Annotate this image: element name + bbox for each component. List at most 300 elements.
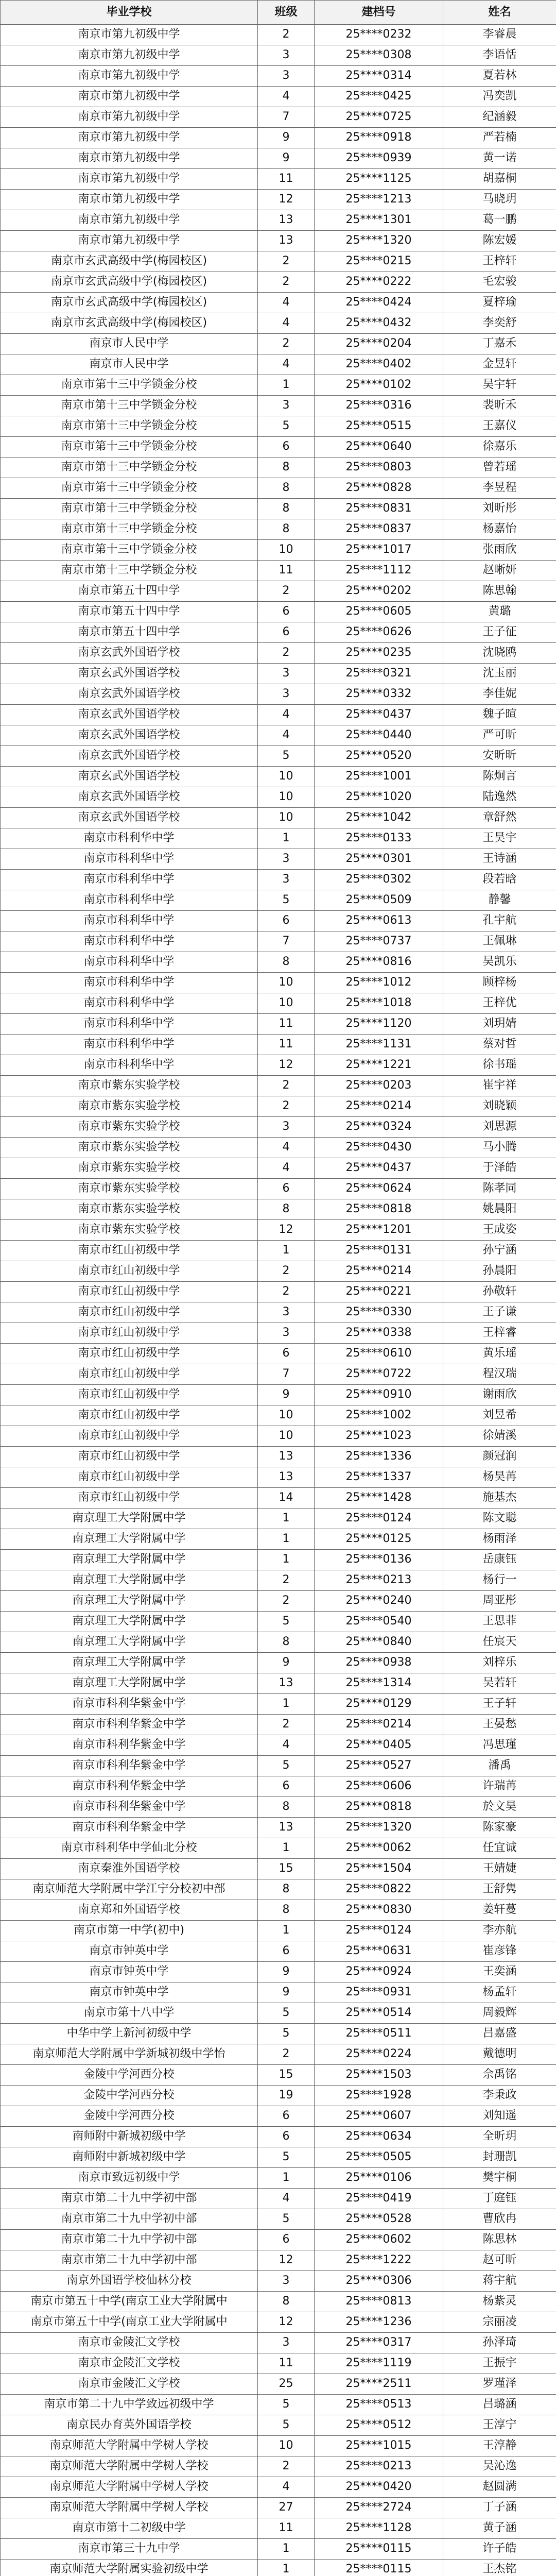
cell-class: 7 [258,1364,315,1385]
cell-name: 许子皓 [443,2539,556,2560]
cell-school: 南京市第十三中学锁金分校 [1,437,258,457]
cell-school: 南京市红山初级中学 [1,1282,258,1302]
cell-class: 2 [258,1096,315,1117]
cell-name: 於文昊 [443,1797,556,1818]
cell-class: 9 [258,128,315,148]
cell-class: 4 [258,2477,315,2498]
cell-name: 李奕舒 [443,313,556,334]
cell-exam-id: 25****1222 [315,2250,443,2271]
cell-name: 杨嘉怡 [443,519,556,540]
cell-name: 赵晰妍 [443,561,556,581]
cell-exam-id: 25****0938 [315,1653,443,1673]
cell-exam-id: 25****0840 [315,1632,443,1653]
cell-exam-id: 25****0512 [315,2415,443,2436]
table-row [1,457,556,478]
cell-exam-id: 25****0626 [315,622,443,643]
cell-name: 黄乐瑶 [443,1344,556,1364]
cell-name: 毛宏骏 [443,272,556,293]
cell-name: 戴德明 [443,2044,556,2065]
cell-exam-id: 25****0306 [315,2271,443,2292]
cell-exam-id: 25****0527 [315,1756,443,1776]
cell-class: 9 [258,1653,315,1673]
table-row [1,1570,556,1591]
cell-exam-id: 25****0818 [315,1199,443,1220]
cell-class: 12 [258,2312,315,2333]
cell-class: 2 [258,581,315,602]
cell-name: 蔡对哲 [443,1035,556,1055]
cell-exam-id: 25****0511 [315,2024,443,2044]
table-row [1,828,556,849]
table-row [1,519,556,540]
cell-school: 南京市第二十九中学初中部 [1,2209,258,2230]
cell-name: 金昱轩 [443,354,556,375]
table-row [1,1653,556,1673]
table-row [1,2436,556,2456]
cell-name: 陈家豪 [443,1818,556,1838]
cell-school: 南京市第十三中学锁金分校 [1,519,258,540]
cell-name: 樊宇桐 [443,2168,556,2189]
cell-class: 11 [258,1014,315,1035]
cell-school: 南京市第十八中学 [1,2003,258,2024]
cell-class: 13 [258,1673,315,1694]
cell-class: 10 [258,993,315,1014]
cell-school: 南京市科利华中学 [1,911,258,931]
cell-class: 8 [258,1900,315,1921]
cell-school: 南京市第九初级中学 [1,45,258,66]
cell-school: 南京市玄武高级中学(梅园校区) [1,313,258,334]
cell-school: 南京市科利华中学 [1,952,258,973]
cell-name: 马晓玥 [443,190,556,210]
cell-class: 8 [258,478,315,499]
cell-class: 2 [258,1715,315,1735]
cell-exam-id: 25****1017 [315,540,443,561]
table-row [1,1241,556,1261]
cell-name: 王诗涵 [443,849,556,870]
cell-class: 1 [258,828,315,849]
cell-exam-id: 25****0634 [315,2127,443,2147]
cell-school: 南京市紫东实验学校 [1,1199,258,1220]
cell-class: 3 [258,2333,315,2353]
cell-name: 谢雨欣 [443,1385,556,1405]
cell-school: 南京市致远初级中学 [1,2168,258,2189]
cell-class: 3 [258,1323,315,1344]
cell-class: 2 [258,2044,315,2065]
cell-class: 3 [258,849,315,870]
cell-class: 3 [258,396,315,416]
cell-name: 王振宇 [443,2353,556,2374]
cell-class: 4 [258,87,315,107]
cell-class: 8 [258,519,315,540]
table-row [1,1076,556,1096]
cell-exam-id: 25****1012 [315,973,443,993]
table-row [1,148,556,169]
cell-exam-id: 25****0430 [315,1138,443,1158]
cell-exam-id: 25****0302 [315,870,443,890]
cell-name: 李睿晨 [443,25,556,45]
table-row [1,1962,556,1982]
cell-school: 南京市人民中学 [1,334,258,354]
cell-class: 6 [258,2230,315,2250]
cell-exam-id: 25****0136 [315,1550,443,1570]
table-row [1,1323,556,1344]
cell-name: 孙晨阳 [443,1261,556,1282]
cell-school: 南京市科利华中学 [1,993,258,1014]
cell-class: 15 [258,1859,315,1879]
cell-class: 6 [258,2106,315,2127]
cell-school: 南京市科利华中学 [1,1055,258,1076]
cell-name: 刘玥婧 [443,1014,556,1035]
header-row [1,1,556,25]
cell-school: 南京市第十三中学锁金分校 [1,375,258,396]
cell-school: 南京市第十三中学锁金分校 [1,540,258,561]
cell-name: 胡嘉桐 [443,169,556,190]
table-row [1,540,556,561]
cell-name: 杨孟轩 [443,1982,556,2003]
table-row [1,787,556,808]
cell-name: 黄一诺 [443,148,556,169]
cell-school: 南京师范大学附属中学树人学校 [1,2498,258,2518]
cell-class: 5 [258,2415,315,2436]
cell-class: 2 [258,643,315,664]
cell-class: 13 [258,231,315,251]
cell-school: 南京市科利华紫金中学 [1,1694,258,1715]
cell-class: 6 [258,602,315,622]
cell-class: 4 [258,705,315,725]
table-row [1,499,556,519]
cell-exam-id: 25****0837 [315,519,443,540]
table-row [1,2539,556,2560]
cell-school: 南京市第十三中学锁金分校 [1,561,258,581]
cell-class: 1 [258,2539,315,2560]
table-row [1,911,556,931]
cell-name: 冯奕凯 [443,87,556,107]
cell-exam-id: 25****0125 [315,1529,443,1550]
cell-school: 金陵中学河西分校 [1,2106,258,2127]
cell-school: 南京师范大学附属中学江宁分校初中部 [1,1879,258,1900]
cell-name: 王成姿 [443,1220,556,1241]
cell-exam-id: 25****0214 [315,1096,443,1117]
table-row [1,2086,556,2106]
cell-class: 2 [258,1591,315,1612]
table-row [1,1014,556,1035]
cell-name: 王梓优 [443,993,556,1014]
cell-name: 吴若轩 [443,1673,556,1694]
cell-school: 南京市红山初级中学 [1,1364,258,1385]
cell-class: 5 [258,2395,315,2415]
cell-exam-id: 25****0106 [315,2168,443,2189]
table-row [1,890,556,911]
cell-name: 曾若瑶 [443,457,556,478]
cell-exam-id: 25****0822 [315,1879,443,1900]
table-row [1,1035,556,1055]
table-row [1,2395,556,2415]
cell-class: 5 [258,1612,315,1632]
table-row [1,2353,556,2374]
table-row [1,87,556,107]
cell-name: 黄子涵 [443,2518,556,2539]
table-row [1,664,556,684]
cell-school: 南京市科利华中学 [1,973,258,993]
cell-school: 南京市科利华中学 [1,828,258,849]
cell-exam-id: 25****1336 [315,1447,443,1467]
table-row [1,725,556,746]
cell-exam-id: 25****0437 [315,705,443,725]
cell-class: 3 [258,1117,315,1138]
header-school: 毕业学校 [1,1,258,25]
cell-school: 南京师范大学附属中学新城初级中学怡 [1,2044,258,2065]
cell-exam-id: 25****0214 [315,1261,443,1282]
cell-school: 南京市第九初级中学 [1,66,258,87]
cell-name: 程汉瑞 [443,1364,556,1385]
table-row [1,1096,556,1117]
cell-name: 沈晓鸥 [443,643,556,664]
cell-class: 8 [258,1632,315,1653]
cell-class: 4 [258,725,315,746]
cell-exam-id: 25****0610 [315,1344,443,1364]
cell-school: 南京市第二十九中学初中部 [1,2250,258,2271]
cell-school: 南京市科利华紫金中学 [1,1776,258,1797]
cell-school: 南京市科利华中学 [1,870,258,890]
table-row [1,2374,556,2395]
cell-class: 4 [258,1735,315,1756]
cell-exam-id: 25****1001 [315,767,443,787]
cell-school: 南京市第一中学(初中) [1,1921,258,1941]
cell-exam-id: 25****2724 [315,2498,443,2518]
table-row [1,2147,556,2168]
table-row [1,1612,556,1632]
cell-exam-id: 25****0939 [315,148,443,169]
header-class: 班级 [258,1,315,25]
cell-exam-id: 25****0419 [315,2189,443,2209]
table-row [1,2312,556,2333]
cell-name: 姚晨阳 [443,1199,556,1220]
cell-name: 王嘉仪 [443,416,556,437]
table-row [1,1735,556,1756]
table-row [1,2415,556,2436]
cell-name: 章舒然 [443,808,556,828]
table-row [1,2456,556,2477]
table-row [1,1591,556,1612]
table-row [1,1818,556,1838]
table-row [1,849,556,870]
cell-name: 崔彦锋 [443,1941,556,1962]
cell-name: 刘知遥 [443,2106,556,2127]
cell-name: 严可昕 [443,725,556,746]
cell-name: 沈玉丽 [443,664,556,684]
table-row [1,602,556,622]
cell-class: 3 [258,684,315,705]
cell-name: 蒋宇航 [443,2271,556,2292]
table-row [1,643,556,664]
cell-exam-id: 25****1320 [315,231,443,251]
cell-exam-id: 25****0321 [315,664,443,684]
cell-name: 王佩琳 [443,931,556,952]
cell-class: 8 [258,952,315,973]
cell-class: 13 [258,1818,315,1838]
cell-exam-id: 25****1128 [315,2518,443,2539]
cell-school: 南京市第五十中学(南京工业大学附属中 [1,2312,258,2333]
cell-class: 8 [258,1797,315,1818]
cell-class: 5 [258,890,315,911]
table-row [1,2250,556,2271]
table-row [1,2168,556,2189]
cell-name: 全昕玥 [443,2127,556,2147]
cell-school: 南京市第五十四中学 [1,602,258,622]
cell-class: 3 [258,1302,315,1323]
cell-exam-id: 25****1201 [315,1220,443,1241]
cell-name: 刘思源 [443,1117,556,1138]
table-row [1,1900,556,1921]
cell-class: 11 [258,2518,315,2539]
cell-exam-id: 25****1236 [315,2312,443,2333]
table-row [1,293,556,313]
cell-exam-id: 25****0918 [315,128,443,148]
cell-class: 5 [258,416,315,437]
table-row [1,1921,556,1941]
cell-name: 刘梓乐 [443,1653,556,1673]
cell-school: 南京市第五十四中学 [1,622,258,643]
cell-class: 4 [258,2189,315,2209]
table-row [1,1859,556,1879]
cell-school: 南京市第五十四中学 [1,581,258,602]
cell-exam-id: 25****1337 [315,1467,443,1488]
table-row [1,272,556,293]
table-row [1,2271,556,2292]
table-row [1,2044,556,2065]
cell-school: 南京市第二十九中学初中部 [1,2189,258,2209]
cell-school: 南京市第九初级中学 [1,148,258,169]
cell-school: 南京市科利华中学 [1,1014,258,1035]
cell-class: 5 [258,2003,315,2024]
cell-exam-id: 25****0513 [315,2395,443,2415]
cell-school: 南京市第九初级中学 [1,128,258,148]
cell-name: 王奕涵 [443,1962,556,1982]
cell-exam-id: 25****0631 [315,1941,443,1962]
table-body [1,25,556,2576]
cell-class: 12 [258,1220,315,1241]
cell-school: 南京市第九初级中学 [1,231,258,251]
cell-school: 南京市第九初级中学 [1,210,258,231]
cell-school: 南京市钟英中学 [1,1941,258,1962]
table-row [1,808,556,828]
cell-class: 1 [258,1241,315,1261]
cell-school: 南京玄武外国语学校 [1,808,258,828]
cell-exam-id: 25****0722 [315,1364,443,1385]
cell-exam-id: 25****0221 [315,1282,443,1302]
cell-school: 南京玄武外国语学校 [1,684,258,705]
cell-exam-id: 25****1503 [315,2065,443,2086]
cell-class: 9 [258,148,315,169]
cell-class: 5 [258,2147,315,2168]
table-row [1,1673,556,1694]
table-row [1,1879,556,1900]
table-row [1,993,556,1014]
cell-class: 10 [258,1405,315,1426]
cell-exam-id: 25****0338 [315,1323,443,1344]
cell-name: 王思菲 [443,1612,556,1632]
table-row [1,622,556,643]
cell-school: 南京市紫东实验学校 [1,1096,258,1117]
table-row [1,334,556,354]
cell-class: 11 [258,169,315,190]
cell-exam-id: 25****0509 [315,890,443,911]
cell-name: 丁子涵 [443,2498,556,2518]
table-row [1,1158,556,1179]
cell-exam-id: 25****0737 [315,931,443,952]
cell-name: 孔宇航 [443,911,556,931]
cell-exam-id: 25****0607 [315,2106,443,2127]
cell-exam-id: 25****1119 [315,2353,443,2374]
table-row [1,2477,556,2498]
cell-exam-id: 25****1020 [315,787,443,808]
cell-exam-id: 25****0520 [315,746,443,767]
table-row [1,251,556,272]
cell-school: 南京市第二十九中学初中部 [1,2230,258,2250]
table-row [1,1715,556,1735]
cell-school: 南京市第三十九中学 [1,2539,258,2560]
table-row [1,581,556,602]
cell-school: 南京市第九初级中学 [1,107,258,128]
table-row [1,1220,556,1241]
cell-school: 南京市第十三中学锁金分校 [1,478,258,499]
cell-class: 7 [258,107,315,128]
cell-school: 南京市科利华中学 [1,890,258,911]
cell-class: 3 [258,2271,315,2292]
cell-exam-id: 25****0240 [315,1591,443,1612]
cell-name: 安昕昕 [443,746,556,767]
cell-name: 李语恬 [443,45,556,66]
cell-school: 南京市紫东实验学校 [1,1117,258,1138]
cell-exam-id: 25****0115 [315,2560,443,2576]
cell-school: 南京市红山初级中学 [1,1344,258,1364]
cell-name: 孙敬轩 [443,1282,556,1302]
cell-school: 南京市钟英中学 [1,1982,258,2003]
cell-exam-id: 25****1301 [315,210,443,231]
cell-name: 赵可昕 [443,2250,556,2271]
cell-name: 孙宁涵 [443,1241,556,1261]
cell-class: 10 [258,808,315,828]
cell-class: 4 [258,1138,315,1158]
cell-school: 南京市第五十中学(南京工业大学附属中 [1,2292,258,2312]
cell-class: 3 [258,870,315,890]
table-row [1,973,556,993]
cell-name: 王杰铭 [443,2560,556,2576]
table-row [1,2024,556,2044]
table-row [1,25,556,45]
cell-class: 9 [258,1385,315,1405]
cell-class: 12 [258,190,315,210]
cell-name: 陈思林 [443,2230,556,2250]
cell-name: 岳康钰 [443,1550,556,1570]
cell-name: 静馨 [443,890,556,911]
cell-class: 5 [258,746,315,767]
cell-exam-id: 25****0314 [315,66,443,87]
cell-name: 丁庭钰 [443,2189,556,2209]
cell-name: 于泽皓 [443,1158,556,1179]
cell-school: 南京市红山初级中学 [1,1405,258,1426]
cell-name: 魏子暄 [443,705,556,725]
cell-name: 徐嘉乐 [443,437,556,457]
table-row [1,1385,556,1405]
cell-class: 8 [258,457,315,478]
cell-name: 丁嘉禾 [443,334,556,354]
cell-exam-id: 25****0813 [315,2292,443,2312]
table-row [1,1364,556,1385]
table-row [1,169,556,190]
cell-school: 南京市紫东实验学校 [1,1220,258,1241]
cell-name: 李昱程 [443,478,556,499]
table-row [1,2209,556,2230]
